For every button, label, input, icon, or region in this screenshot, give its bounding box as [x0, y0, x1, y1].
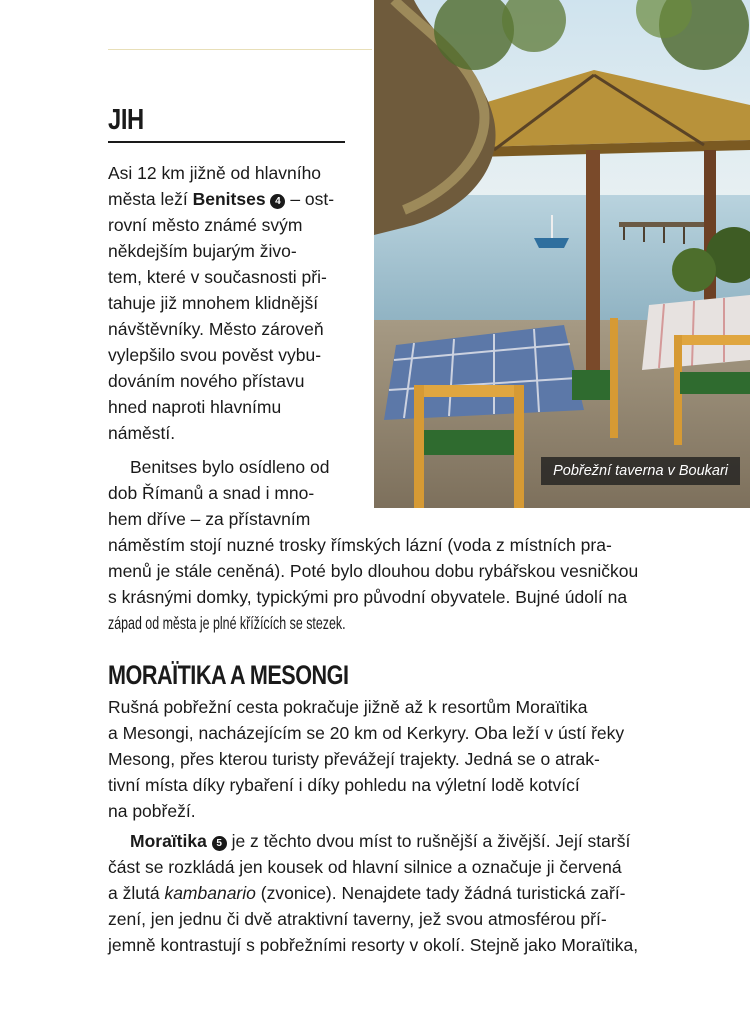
place-benitses: Benitses — [192, 189, 266, 209]
text-line: a žlutá kambanario (zvonice). Nenajdete tady žádná turistická zaří- — [108, 883, 626, 903]
text-line: Mesong, přes kterou turisty převážejí trajekty. Jedná se o atrak- — [108, 749, 600, 769]
text-line: Asi 12 km jižně od hlavního — [108, 163, 322, 183]
heading-jih: JIH — [108, 104, 144, 136]
term-kambanario: kambanario — [164, 883, 256, 903]
text-line: západ od města je plné křížících se stezek. — [108, 613, 346, 633]
text-line: dováním nového přístavu — [108, 371, 305, 391]
tavern-photo — [374, 0, 750, 508]
text-line: návštěvníky. Město zároveň — [108, 319, 324, 339]
place-moraitika: Moraïtika — [130, 831, 207, 851]
tavern-illustration — [374, 0, 750, 508]
text-line: vylepšilo svou pověst vybu- — [108, 345, 322, 365]
text-line: tem, které v současnosti při- — [108, 267, 327, 287]
text-line: tahuje již mnohem klidnější — [108, 293, 319, 313]
text-line: Rušná pobřežní cesta pokračuje jižně až k resortům Moraïtika — [108, 697, 588, 717]
text-line: jemně kontrastují s pobřežními resorty v okolí. Stejně jako Moraïtika, — [108, 935, 639, 955]
text-line: tivní místa díky rybaření i díky pohledu na výletní lodě kotvící — [108, 775, 580, 795]
text-line: a Mesongi, nacházejícím se 20 km od Kerkyry. Oba leží v ústí řeky — [108, 723, 625, 743]
text-line: města leží Benitses 4 – ost- — [108, 189, 335, 209]
text-line: hem dříve – za přístavním — [108, 509, 311, 529]
text-line: někdejším bujarým živo- — [108, 241, 297, 261]
text-line: rovní město známé svým — [108, 215, 303, 235]
map-marker-5: 5 — [212, 836, 227, 851]
heading-rule — [108, 141, 345, 143]
text-line: s krásnými domky, typickými pro původní obyvatele. Bujné údolí na — [108, 587, 628, 607]
text-line: dob Římanů a snad i mno- — [108, 483, 315, 503]
text-line: část se rozkládá jen kousek od hlavní silnice a označuje ji červená — [108, 857, 622, 877]
map-marker-4: 4 — [270, 194, 285, 209]
text-line: zení, jen jednu či dvě atraktivní taverny, jež svou atmosférou pří- — [108, 909, 607, 929]
text-line: Benitses bylo osídleno od — [130, 457, 330, 477]
text-line: Moraïtika 5 je z těchto dvou míst to rušnější a živější. Její starší — [130, 831, 631, 851]
photo-caption: Pobřežní taverna v Boukari — [541, 457, 740, 485]
text-line: náměstí. — [108, 423, 176, 443]
heading-moraitika: MORAÏTIKA A MESONGI — [108, 660, 349, 690]
text-line: náměstím stojí nuzné trosky římských lázní (voda z místních pra- — [108, 535, 612, 555]
text-line: menů je stále ceněná). Poté bylo dlouhou dobu rybářskou vesničkou — [108, 561, 639, 581]
text-line: na pobřeží. — [108, 801, 196, 821]
top-rule — [108, 49, 372, 50]
text-line: hned naproti hlavnímu — [108, 397, 282, 417]
